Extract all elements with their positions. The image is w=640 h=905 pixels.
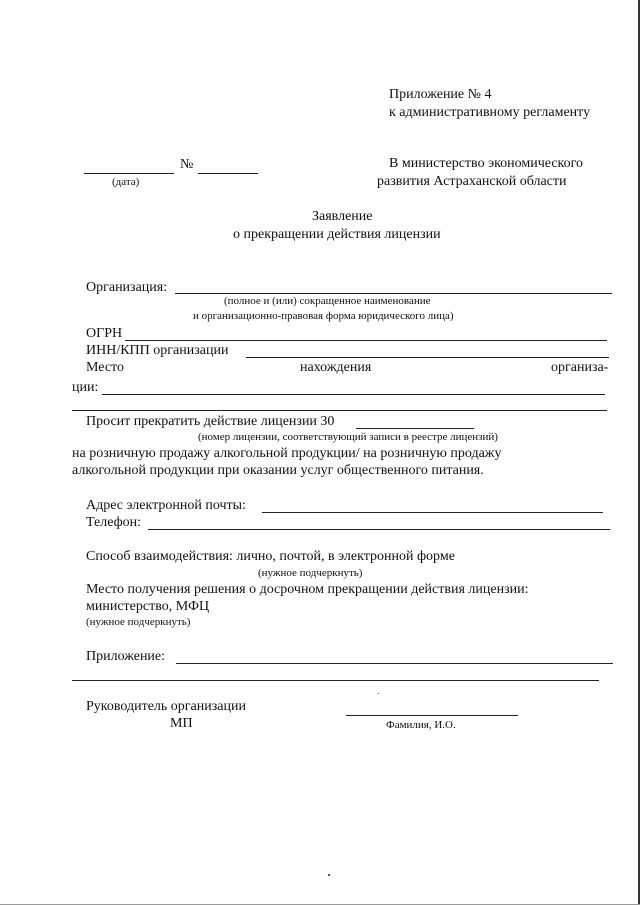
- ogrn-line: [125, 340, 607, 341]
- request-text: Просит прекратить действие лицензии 30: [86, 414, 335, 429]
- addressee-line2: развития Астраханской области: [377, 174, 567, 189]
- inn-kpp-label: ИНН/КПП организации: [86, 343, 229, 358]
- number-line: [198, 173, 258, 174]
- organization-caption1: (полное и (или) сокращенное наименование: [224, 295, 431, 307]
- document-subtitle: о прекращении действия лицензии: [233, 227, 441, 242]
- scan-speck: [328, 874, 330, 876]
- location-word4: ции:: [72, 380, 99, 395]
- license-number-line: [356, 428, 474, 429]
- decision-place-caption: (нужное подчеркнуть): [86, 616, 191, 628]
- decision-place-line1: Место получения решения о досрочном прекращении действия лицензии:: [86, 582, 529, 597]
- document-title: Заявление: [312, 209, 373, 224]
- ogrn-label: ОГРН: [86, 326, 123, 341]
- organization-caption2: и организационно-правовая форма юридического лица): [193, 310, 454, 322]
- license-number-caption: (номер лицензии, соответствующий записи в реестре лицензий): [198, 431, 498, 443]
- phone-label: Телефон:: [86, 515, 142, 530]
- attachment-line: [176, 663, 613, 664]
- location-word1: Место: [86, 360, 124, 375]
- location-word3: организа-: [551, 360, 609, 375]
- inn-kpp-line: [246, 357, 609, 358]
- appendix-title: Приложение № 4: [389, 87, 492, 102]
- location-line-extra: [72, 410, 607, 411]
- request-line2: на розничную продажу алкогольной продукции/ на розничную продажу: [72, 446, 502, 461]
- date-line: [84, 173, 174, 174]
- interaction-caption: (нужное подчеркнуть): [258, 567, 363, 579]
- attachment-label: Приложение:: [86, 649, 166, 664]
- phone-line: [148, 529, 610, 530]
- interaction-method: Способ взаимодействия: лично, почтой, в электронной форме: [86, 549, 455, 564]
- email-line: [262, 512, 603, 513]
- stamp-label: МП: [170, 716, 193, 731]
- attachment-line-extra: [72, 680, 599, 681]
- addressee-line1: В министерство экономического: [389, 156, 584, 171]
- location-word2: нахождения: [300, 360, 372, 375]
- location-line: [102, 394, 605, 395]
- date-caption: (дата): [112, 176, 140, 188]
- head-of-organization-label: Руководитель организации: [86, 699, 246, 714]
- appendix-subtitle: к административному регламенту: [389, 105, 591, 120]
- number-sign: №: [180, 157, 194, 172]
- email-label: Адрес электронной почты:: [86, 498, 246, 513]
- organization-line: [175, 293, 612, 294]
- name-caption: Фамилия, И.О.: [386, 719, 456, 731]
- signature-line: [346, 715, 518, 716]
- request-line3: алкогольной продукции при оказании услуг общественного питания.: [72, 463, 484, 478]
- decision-place-line2: министерство, МФЦ: [86, 599, 210, 614]
- organization-label: Организация:: [86, 280, 168, 295]
- scan-speck: [378, 693, 379, 694]
